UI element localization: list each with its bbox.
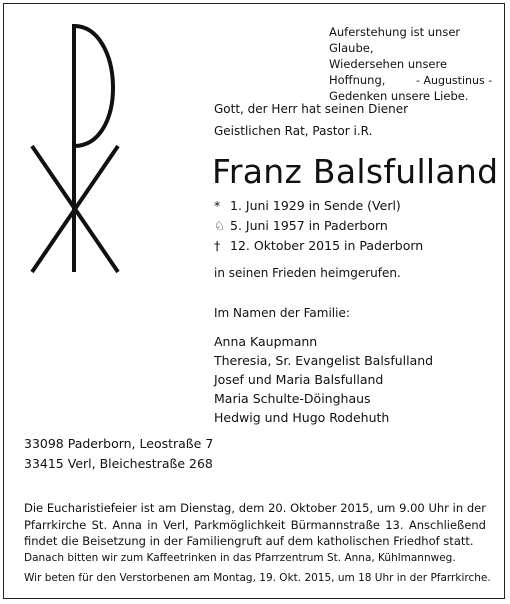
address: 33415 Verl, Bleichestraße 268 — [24, 456, 213, 471]
family-intro: Im Namen der Familie: — [214, 306, 350, 320]
quote-line: Gedenken unsere Liebe. — [329, 89, 469, 103]
quote-line: Wiedersehen unsere Hoffnung, — [329, 57, 448, 87]
family-member: Hedwig und Hugo Rodehuth — [214, 410, 390, 425]
prayer-notice: Wir beten für den Verstorbenen am Montag, 19. Okt. 2015, um 18 Uhr in der Pfarrkirche. — [24, 572, 491, 584]
family-member: Josef und Maria Balsfulland — [214, 372, 384, 387]
chalice-icon: ♘ — [214, 218, 226, 233]
ceremony-details: Die Eucharistiefeier ist am Dienstag, dem 20. Oktober 2015, um 9.00 Uhr in der Pfarrkirche St. Anna in Verl, Parkmöglichkeit Bürmannstraße 13. Anschließend findet die Beisetzung in der Familiengruft auf dem katholischen Friedhof statt. — [24, 501, 486, 548]
family-member: Anna Kaupmann — [214, 334, 318, 349]
deceased-name: Franz Balsfulland — [212, 152, 499, 191]
chi-rho-icon — [24, 24, 134, 284]
quote-author: - Augustinus - — [416, 74, 493, 87]
family-member: Maria Schulte-Döinghaus — [214, 391, 371, 406]
life-dates — [214, 196, 423, 256]
quote-line: Auferstehung ist unser Glaube, — [329, 25, 461, 55]
quote — [329, 24, 504, 104]
coffee-invitation: Danach bitten wir zum Kaffeetrinken in das Pfarrzentrum St. Anna, Kühlmannweg. — [24, 552, 456, 564]
birth-icon: * — [214, 198, 221, 213]
addresses — [24, 434, 213, 474]
cross-icon: † — [214, 238, 221, 253]
ordination-date: ♘ 5. Juni 1957 in Paderborn — [214, 216, 423, 236]
intro-line-2: Geistlichen Rat, Pastor i.R. — [214, 124, 373, 138]
obituary-notice — [3, 3, 505, 599]
address: 33098 Paderborn, Leostraße 7 — [24, 436, 214, 451]
birth-date: * 1. Juni 1929 in Sende (Verl) — [214, 196, 423, 216]
family-list — [214, 332, 433, 427]
closing-line: in seinen Frieden heimgerufen. — [214, 266, 401, 280]
death-date: † 12. Oktober 2015 in Paderborn — [214, 236, 423, 256]
intro-line-1: Gott, der Herr hat seinen Diener — [214, 102, 409, 116]
family-member: Theresia, Sr. Evangelist Balsfulland — [214, 353, 434, 368]
